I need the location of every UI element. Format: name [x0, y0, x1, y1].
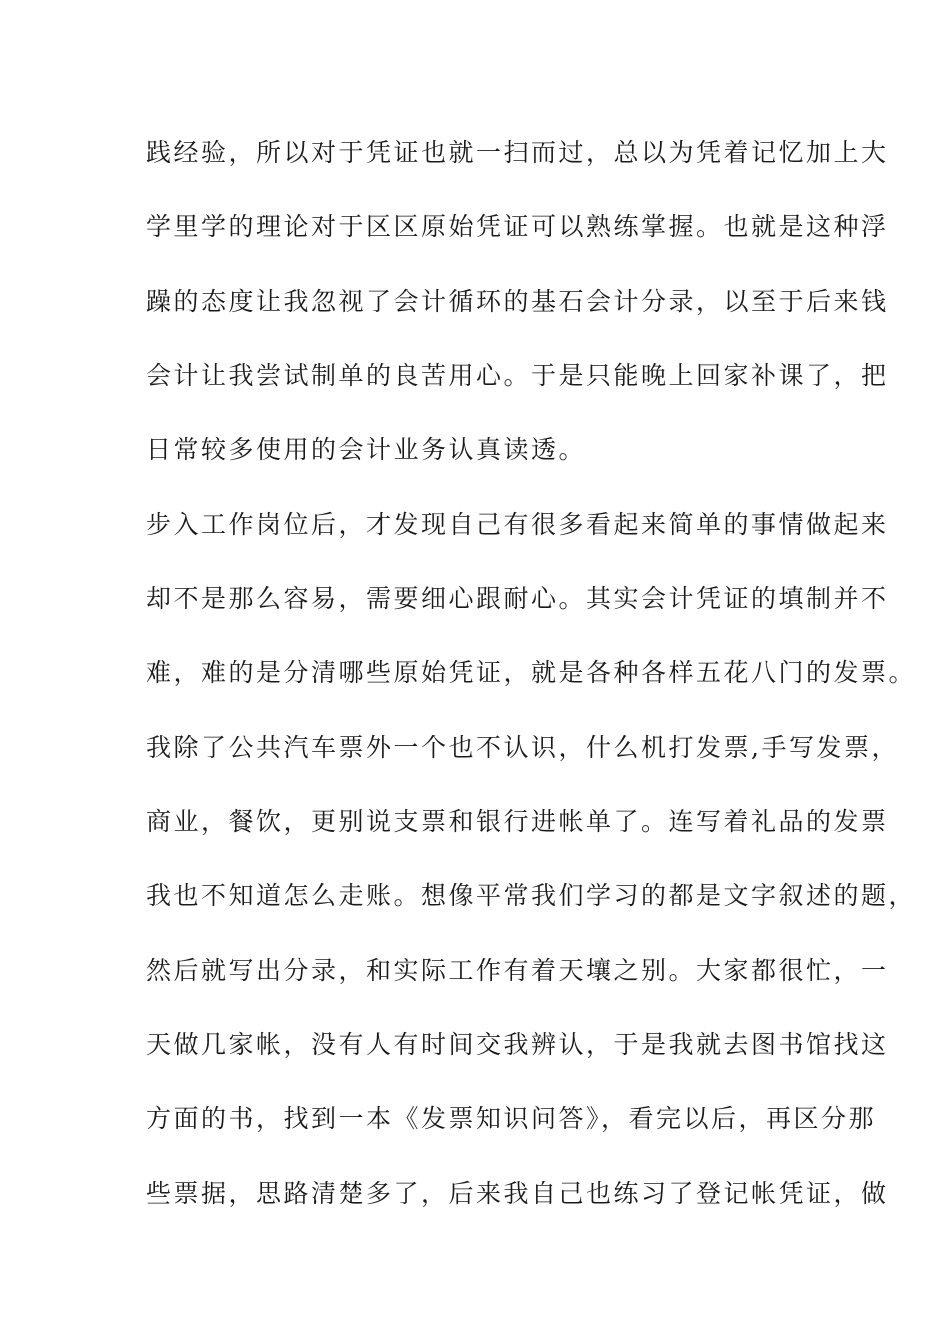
- text-line: 天做几家帐，没有人有时间交我辨认，于是我就去图书馆找这: [146, 1030, 889, 1059]
- text-line: 步入工作岗位后，才发现自己有很多看起来简单的事情做起来: [146, 510, 889, 539]
- text-line: 商业，餐饮，更别说支票和银行进帐单了。连写着礼品的发票: [146, 807, 889, 836]
- text-line: 我除了公共汽车票外一个也不认识，什么机打发票,手写发票，: [146, 733, 899, 762]
- text-line: 躁的态度让我忽视了会计循环的基石会计分录，以至于后来钱: [146, 287, 889, 316]
- text-line: 难，难的是分清哪些原始凭证，就是各种各样五花八门的发票。: [146, 658, 917, 687]
- text-line: 日常较多使用的会计业务认真读透。: [146, 435, 587, 464]
- text-line: 学里学的理论对于区区原始凭证可以熟练掌握。也就是这种浮: [146, 212, 889, 241]
- text-line: 然后就写出分录，和实际工作有着天壤之别。大家都很忙，一: [146, 956, 889, 985]
- text-line: 些票据，思路清楚多了，后来我自己也练习了登记帐凭证，做: [146, 1179, 889, 1208]
- text-line: 却不是那么容易，需要细心跟耐心。其实会计凭证的填制并不: [146, 584, 889, 613]
- text-line: 践经验，所以对于凭证也就一扫而过，总以为凭着记忆加上大: [146, 138, 889, 167]
- text-line: 我也不知道怎么走账。想像平常我们学习的都是文字叙述的题，: [146, 881, 917, 910]
- text-line: 会计让我尝试制单的良苦用心。于是只能晚上回家补课了，把: [146, 361, 889, 390]
- text-line: 方面的书，找到一本《发票知识问答》，看完以后，再区分那: [146, 1104, 877, 1133]
